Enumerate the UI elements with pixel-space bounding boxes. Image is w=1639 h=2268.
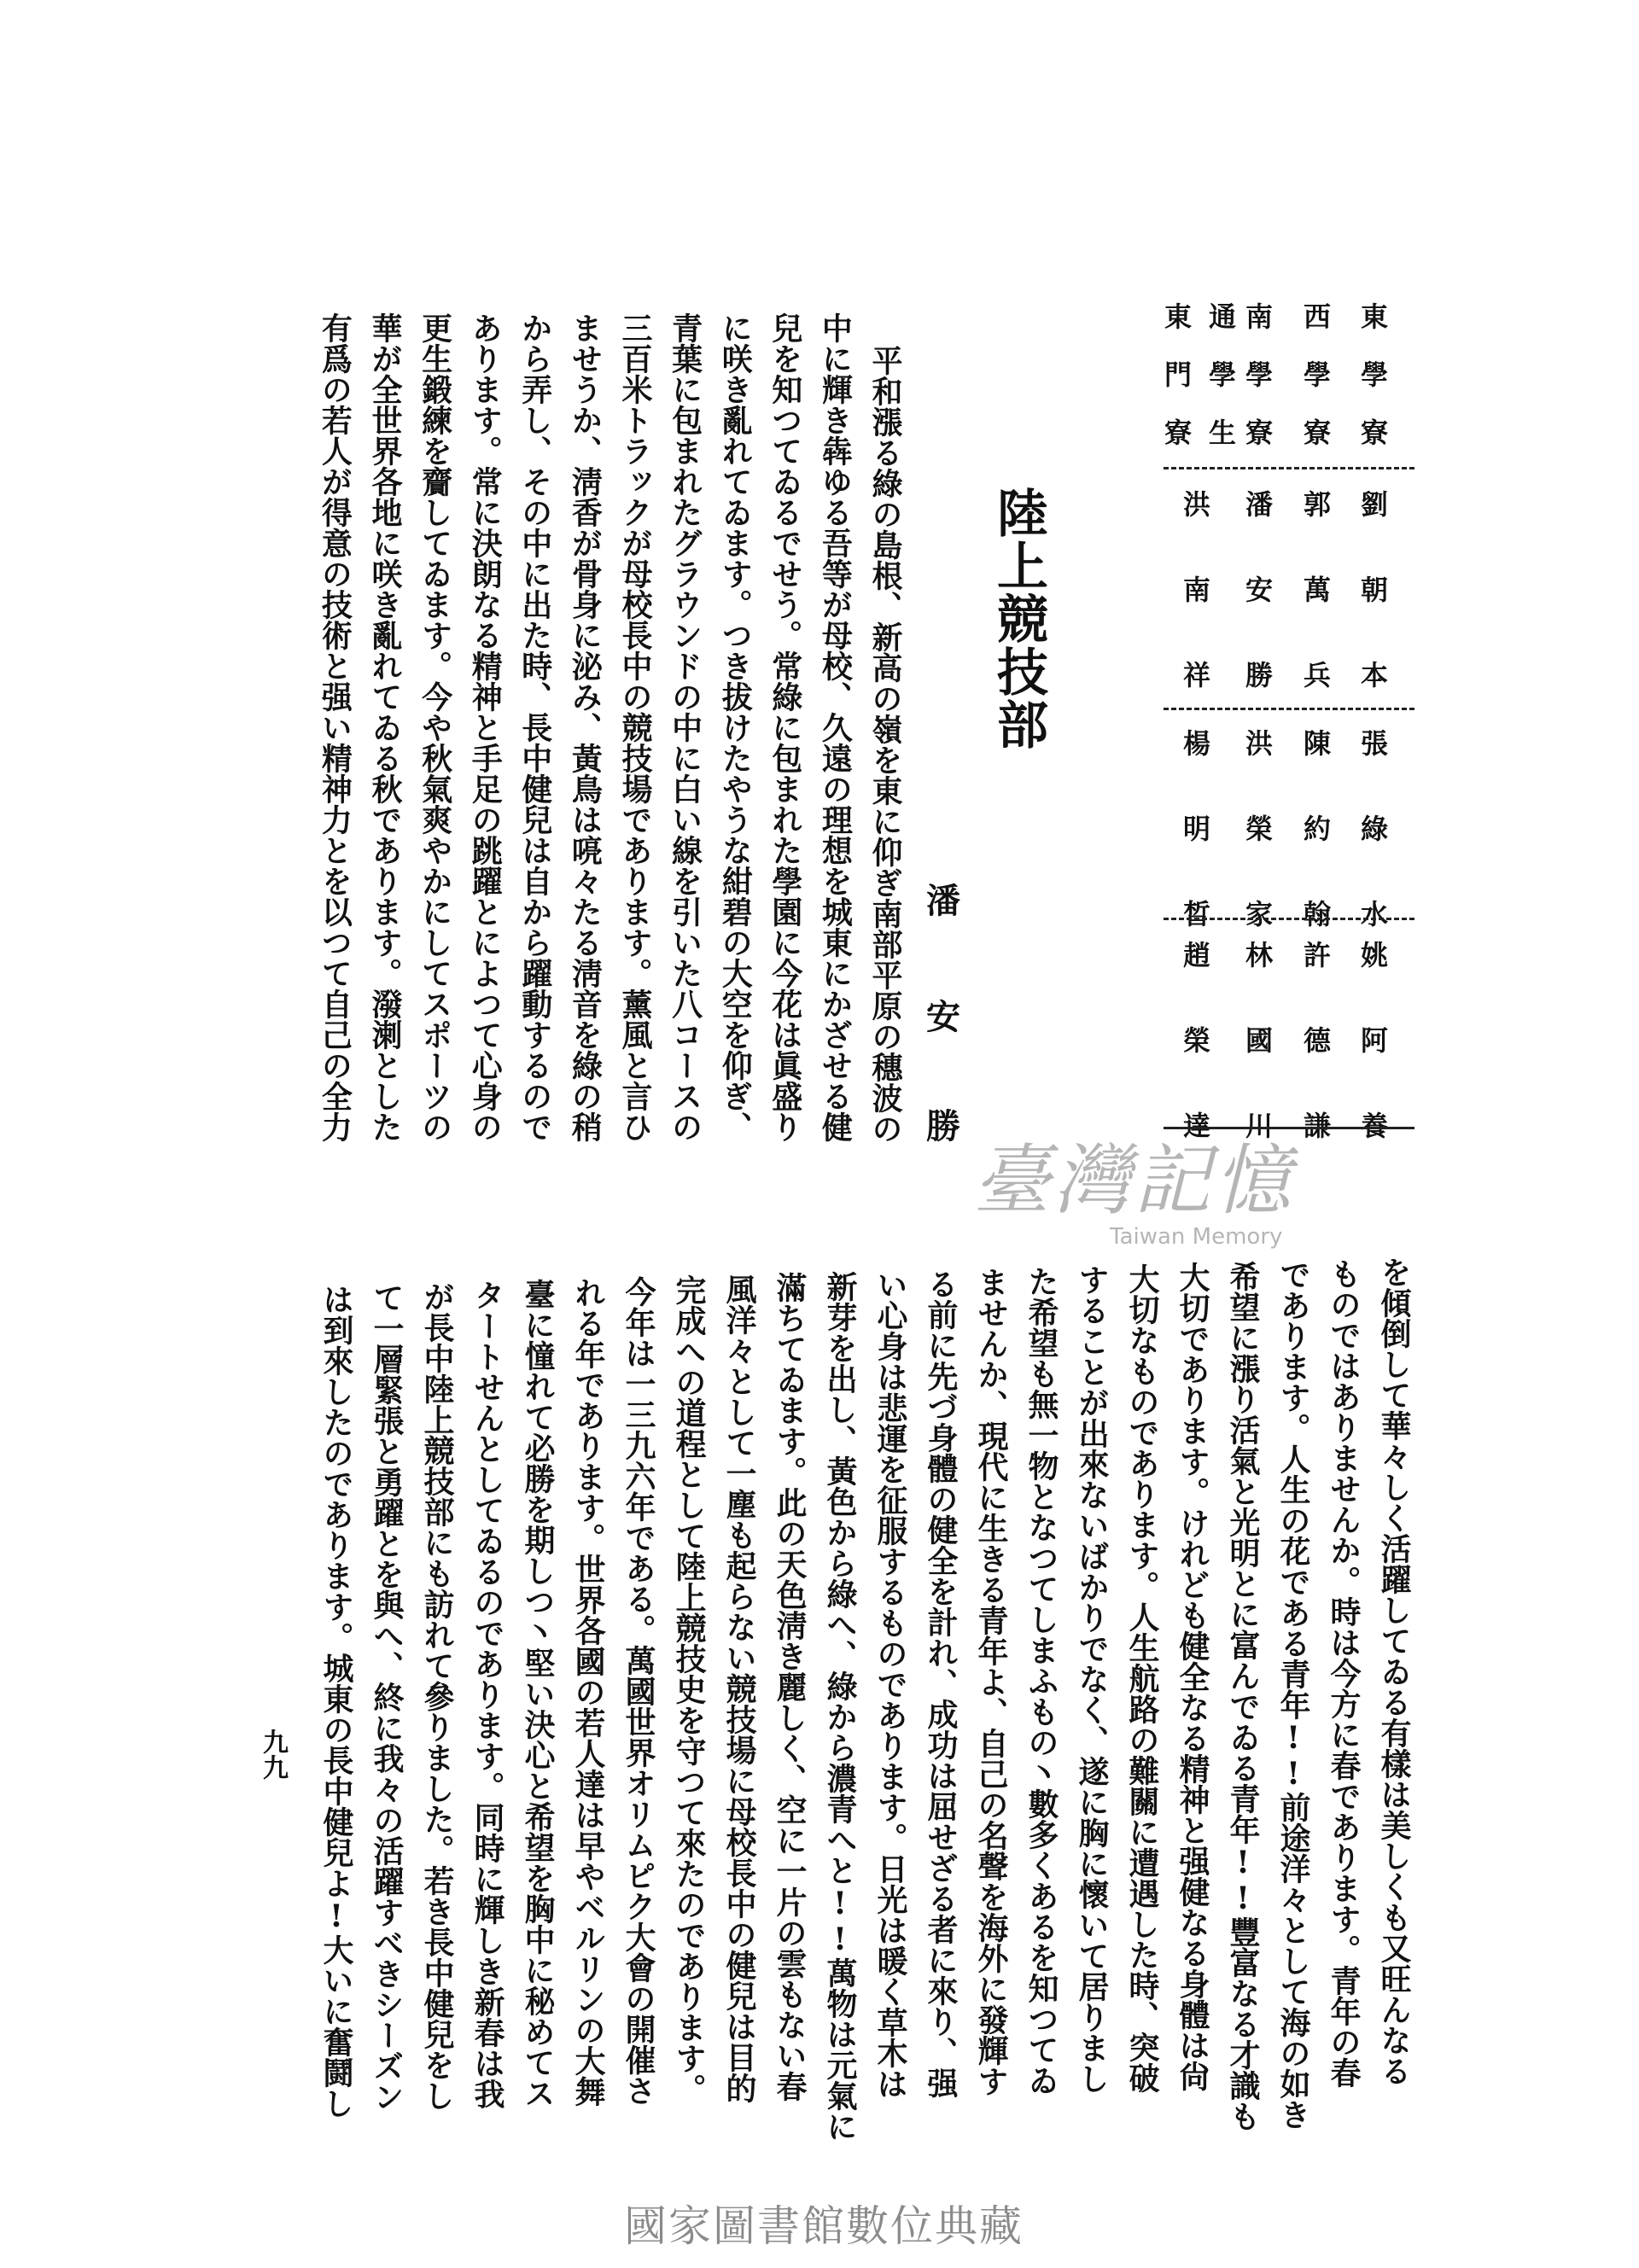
- text-column: 大切であります。けれども健全なる精神と强健なる身體は尙: [1175, 1262, 1210, 2091]
- text-column: 新芽を出し、黃色から綠へ、綠から濃青へと!!萬物は元氣に: [822, 1270, 858, 2142]
- text-column: 完成への道程として陸上競技史を守つて來たのであります。: [671, 1274, 707, 2104]
- text-column: することが出來ないばかりでなく、遂に胸に懷いて居りまし: [1074, 1264, 1110, 2094]
- roster-divider: [1164, 708, 1414, 710]
- watermark-logo: 臺灣記憶: [973, 1136, 1294, 1226]
- text-column: 更生鍛練を齎してゐます。今や秋氣爽やかにしてスポーツの: [417, 312, 453, 1142]
- roster-header: 南學寮: [1241, 302, 1274, 476]
- text-column: て一層緊張と勇躍とを與へ、終に我々の活躍すべきシーズン: [369, 1282, 405, 2112]
- roster-header: 東門寮: [1160, 302, 1193, 476]
- roster-header: 西學寮: [1299, 302, 1332, 476]
- roster-header: 通學生: [1204, 302, 1237, 476]
- text-column: であります。人生の花である青年!!前途洋々として海の如き: [1275, 1259, 1311, 2130]
- text-column: に咲き亂れてゐます。つき拔けたやうな紺碧の大空を仰ぎ、: [717, 312, 754, 1142]
- text-column: は到來したのであります。城東の長中健兒よ!大いに奮鬪し: [318, 1283, 354, 2119]
- text-column: る前に先づ身體の健全を計れ、成功は屈せざる者に來り、强: [923, 1268, 959, 2098]
- roster-name: 楊明晳: [1179, 729, 1211, 985]
- footer-collection-label: 國家圖書館數位典藏: [624, 2201, 1024, 2251]
- text-column: を傾倒して華々しく活躍してゐる有樣は美しくも又旺んなる: [1376, 1256, 1412, 2086]
- text-column: た希望も無一物となつてしまふもの丶數多くあるを知つてゐ: [1024, 1265, 1059, 2096]
- text-column: 兒を知つてゐるでせう。常綠に包まれた學園に今花は眞盛り: [767, 312, 803, 1142]
- text-column: 今年は一三九六年である。萬國世界オリムピク大會の開催さ: [621, 1275, 656, 2106]
- author-char: 勝: [926, 1106, 960, 1146]
- text-column: 青葉に包まれたグラウンドの中に白い線を引いた八コースの: [667, 312, 703, 1142]
- roster-name: 許德謙: [1299, 941, 1332, 1197]
- watermark-subtitle: Taiwan Memory: [1110, 1224, 1283, 1250]
- roster-name: 郭萬兵: [1299, 490, 1332, 746]
- roster-name: 姚阿養: [1356, 941, 1389, 1197]
- roster-name: 張綠水: [1356, 729, 1389, 985]
- roster-name: 潘安勝: [1241, 490, 1274, 746]
- roster-divider: [1164, 467, 1414, 469]
- text-column: 風洋々として一塵も起らない競技場に母校長中の健兒は目的: [721, 1273, 757, 2103]
- text-column: い心身は悲運を征服するものであります。日光は暖く草木は: [872, 1269, 908, 2099]
- roster-divider: [1164, 918, 1414, 920]
- text-column: 有爲の若人が得意の技術と强い精神力とを以つて自己の全力: [317, 312, 353, 1142]
- roster-header: 東學寮: [1356, 302, 1389, 476]
- text-column: 華が全世界各地に咲き亂れてゐる秋であります。潑溂とした: [367, 312, 403, 1142]
- roster-name: 趙榮達: [1179, 941, 1211, 1197]
- text-column: 中に輝き犇ゆる吾等が母校、久遠の理想を城東にかざせる健: [817, 312, 854, 1142]
- text-column: ませうか、淸香が骨身に泌み、黃鳥は喨々たる淸音を綠の稍: [567, 312, 604, 1142]
- page-number: 九九: [258, 1729, 288, 1780]
- text-column: 平和漲る綠の島根、新高の嶺を東に仰ぎ南部平原の穗波の: [867, 345, 903, 1144]
- text-column: ものではありませんか。時は今方に春であります。青年の春: [1326, 1257, 1362, 2088]
- roster-name: 劉朝本: [1356, 490, 1389, 746]
- text-column: 希望に漲り活氣と光明とに富んでゐる青年!!豐富なる才識も: [1225, 1260, 1261, 2131]
- text-column: 三百米トラックが母校長中の競技場であります。薰風と言ひ: [617, 312, 653, 1142]
- roster-name: 洪南祥: [1179, 490, 1211, 746]
- text-column: あります。常に決朗なる精神と手足の跳躍とによつて心身の: [467, 312, 504, 1142]
- roster-bottom-rule: [1164, 1127, 1414, 1129]
- roster-name: 洪榮家: [1241, 729, 1274, 985]
- text-column: が長中陸上競技部にも訪れて參りました。若き長中健兒をし: [419, 1280, 455, 2111]
- author-char: 安: [926, 997, 960, 1037]
- article-title: 陸上競技部: [989, 487, 1048, 751]
- roster-name: 林國川: [1241, 941, 1274, 1197]
- text-column: 大切なものであります。人生航路の難關に遭遇した時、突破: [1124, 1262, 1160, 2093]
- text-column: から弄し、その中に出た時、長中健兒は自から躍動するので: [516, 312, 553, 1142]
- text-column: 滿ちてゐます。此の天色淸き麗しく、空に一片の雲もない春: [772, 1272, 808, 2102]
- roster-name: 陳約翰: [1299, 729, 1332, 985]
- text-column: れる年であります。世界各國の若人達は早やベルリンの大舞: [570, 1277, 606, 2107]
- author-char: 潘: [926, 881, 960, 921]
- text-column: 臺に憧れて必勝を期しつ丶堅い決心と希望を胸中に秘めてス: [520, 1278, 556, 2108]
- text-column: ませんか、現代に生きる青年よ、自己の名聲を海外に發輝す: [973, 1267, 1009, 2096]
- text-column: タートせんとしてゐるのであります。同時に輝しき新春は我: [470, 1280, 505, 2109]
